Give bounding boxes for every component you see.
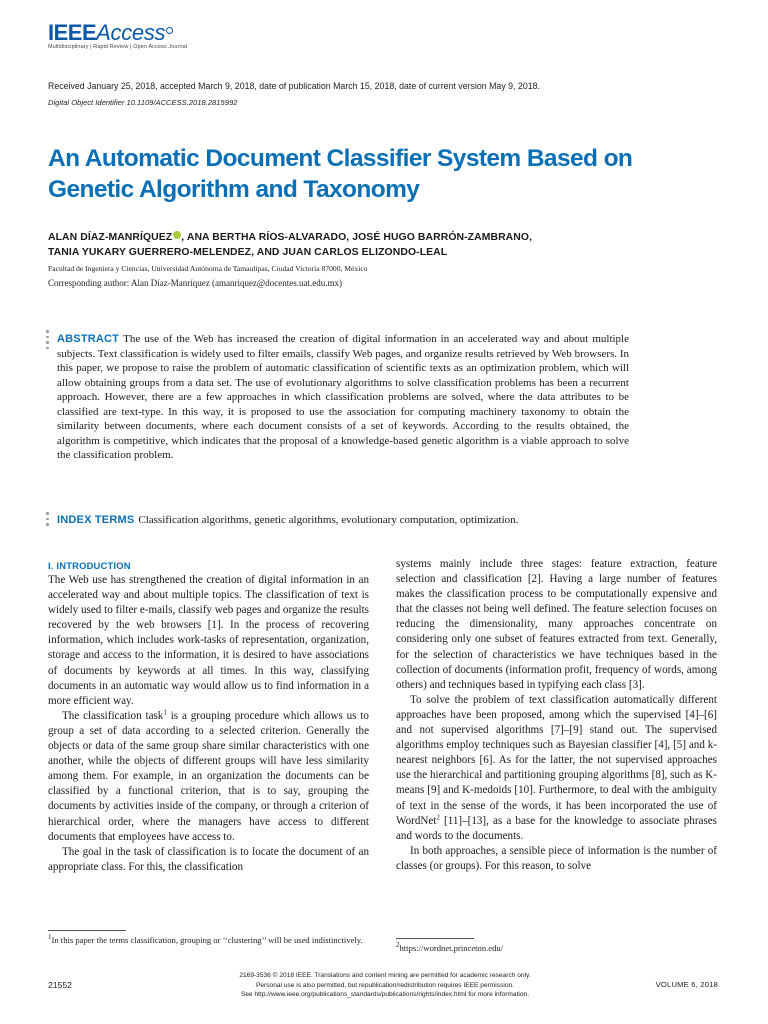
right-paragraph-3: In both approaches, a sensible piece of information is the number of classes (or groups). For this reason, to solve: [396, 844, 717, 872]
abstract-text: The use of the Web has increased the creation of digital information in an accelerated way and about multiple subjects. Text classification is widely used to filter emails, classify Web pages, and organize results retrieved by Web browsers. In this paper, we propose to raise the problem of automatic classification of scientific texts as an optimization problem, which will allow obtaining groups from a data set. The use of evolutionary algorithms to solve classification problems has been a recurrent approach. However, there are a few approaches in which classification problems are solved, where the data attributes to be classified are text-type. In this way, it is proposed to use the association for computing machinery taxonomy to obtain the similarity between documents, where each document consists of a set of keywords. According to the results obtained, the algorithm is competitive, which indicates that the proposal of a knowledge-based genetic algorithm is a viable approach to solve the classification problem.: [57, 333, 629, 461]
footnote-2-mark: 2: [396, 941, 400, 950]
abstract: [57, 332, 629, 463]
footnote-1: [48, 935, 369, 947]
doi: Digital Object Identifier 10.1109/ACCESS.2018.2815992: [48, 98, 238, 107]
intro-paragraph-3: The goal in the task of classification is to locate the document of an appropriate class. For this, the classification: [48, 845, 369, 873]
footnote-rule-left: [48, 930, 126, 931]
right-paragraph-2-b: [11]–[13], as a base for the knowledge to associate phrases and words to the documents.: [396, 814, 717, 842]
footnote-1-text: In this paper the terms classification, grouping or ‘‘clustering’’ will be used indistinctively.: [51, 935, 363, 945]
index-terms-label: INDEX TERMS: [57, 514, 135, 526]
index-terms-text: Classification algorithms, genetic algorithms, evolutionary computation, optimization.: [138, 514, 519, 526]
authors-line-1: [48, 232, 532, 243]
corresponding-author: Corresponding author: Alan Díaz-Manríquez (amanriquez@docentes.uat.edu.mx): [48, 278, 342, 288]
right-paragraph-1: systems mainly include three stages: feature extraction, feature selection and classification [2]. Having a large number of features makes the classification process to be computationally expensive and that the classes not being well defined. The feature selection focuses on reducing the dimensionality, many approaches concentrate on considering only one subset of features extracted from text. Generally, for the selection of characteristics we have techniques based in the collection of documents (information profit, frequency of words, among others) and techniques based in typifying each class [3].: [396, 558, 717, 691]
authors-line-2: TANIA YUKARY GUERRERO-MELENDEZ, AND JUAN CARLOS ELIZONDO-LEAL: [48, 247, 448, 258]
intro-paragraph-1: The Web use has strengthened the creation of digital information in an accelerated way and about multiple topics. The classification of text is widely used to filter e-mails, classify web pages and organize the results recovered by the web browsers [1]. In the process of recovering information, which includes work-tasks of representation, organization, storage and access to the information, it is desired to have associations of documents by keywords at all times. In this way, classifying documents in an automatic way would allow us to find information in a more efficient way.: [48, 574, 369, 707]
journal-logo: [48, 20, 187, 50]
footnote-rule-right: [396, 938, 474, 939]
copyright-line-2: Personal use is also permitted, but republication/redistribution requires IEEE permission.: [255, 981, 515, 989]
abstract-dots-icon: [46, 330, 50, 352]
authors-line-1-rest: , ANA BERTHA RÍOS-ALVARADO, JOSÉ HUGO BARRÓN-ZAMBRANO,: [181, 232, 533, 243]
volume-info: VOLUME 6, 2018: [655, 980, 718, 989]
paper-title: An Automatic Document Classifier System Based on Genetic Algorithm and Taxonomy: [48, 145, 633, 203]
copyright-notice: [170, 971, 600, 1000]
logo-ieee: IEEE: [48, 20, 97, 45]
right-paragraph-2-a: To solve the problem of text classification automatically different approaches have been proposed, among which the supervised [4]–[6] and not supervised algorithms [7]–[9] stand out. The supervised algorithms employ techniques such as Bayesian classifier [4], [5] and k-nearest neighbors [6]. As for the latter, the not supervised approaches use the hierarchical and partitioning grouping algorithms [8], such as K-means [9] and K-medoids [10]. Furthermore, to deal with the ambiguity of text in the sense of the words, it has been incorporated the use of WordNet: [396, 693, 717, 827]
logo-access: Access: [96, 20, 166, 45]
intro-paragraph-2-a: The classification task: [62, 709, 164, 722]
index-terms: [57, 513, 657, 527]
footnote-ref-1[interactable]: 1: [163, 708, 167, 717]
right-column: [396, 557, 717, 874]
footnote-2: [396, 943, 717, 955]
copyright-line-3: See http://www.ieee.org/publications_standards/publications/rights/index.html for more information.: [240, 991, 530, 998]
right-paragraph-2: [396, 693, 717, 844]
copyright-line-1: 2169-3536 © 2018 IEEE. Translations and content mining are permitted for academic research only.: [239, 972, 531, 979]
affiliation: Facultad de Ingeniera y Ciencias, Universidad Autónoma de Tamaulipas, Ciudad Victoria 87000, México: [48, 264, 368, 273]
footnote-ref-2[interactable]: 2: [436, 812, 440, 821]
footnote-2-link[interactable]: https://wordnet.princeton.edu/: [399, 943, 504, 953]
index-terms-dots-icon: [46, 512, 50, 529]
logo-mark-icon: [166, 27, 173, 34]
left-column: [48, 559, 369, 875]
footnote-1-mark: 1: [48, 933, 52, 942]
section-heading-introduction: I. INTRODUCTION: [48, 560, 131, 571]
abstract-label: ABSTRACT: [57, 333, 120, 345]
page-number: 21552: [48, 980, 72, 990]
received-dates: Received January 25, 2018, accepted March 9, 2018, date of publication March 15, 2018, date of current version May 9, 2018.: [48, 81, 540, 91]
intro-paragraph-2-b: is a grouping procedure which allows us to group a set of data according to a selected criterion. Generally the objects or data of the same group share similar characteristics with one another, while the objects of different groups will have less similarity among them. For example, in an organization the documents can be classified by a functional criterion, that is to say, grouping the documents by activities inside of the company, or through a criterion of hierarchical order, where the managers have access to different documents that employees have access to.: [48, 709, 369, 843]
logo-tagline: Multidisciplinary | Rapid Review | Open Access Journal: [48, 44, 188, 50]
first-author: ALAN DÍAZ-MANRÍQUEZ: [48, 232, 173, 243]
intro-paragraph-2: [48, 709, 369, 845]
